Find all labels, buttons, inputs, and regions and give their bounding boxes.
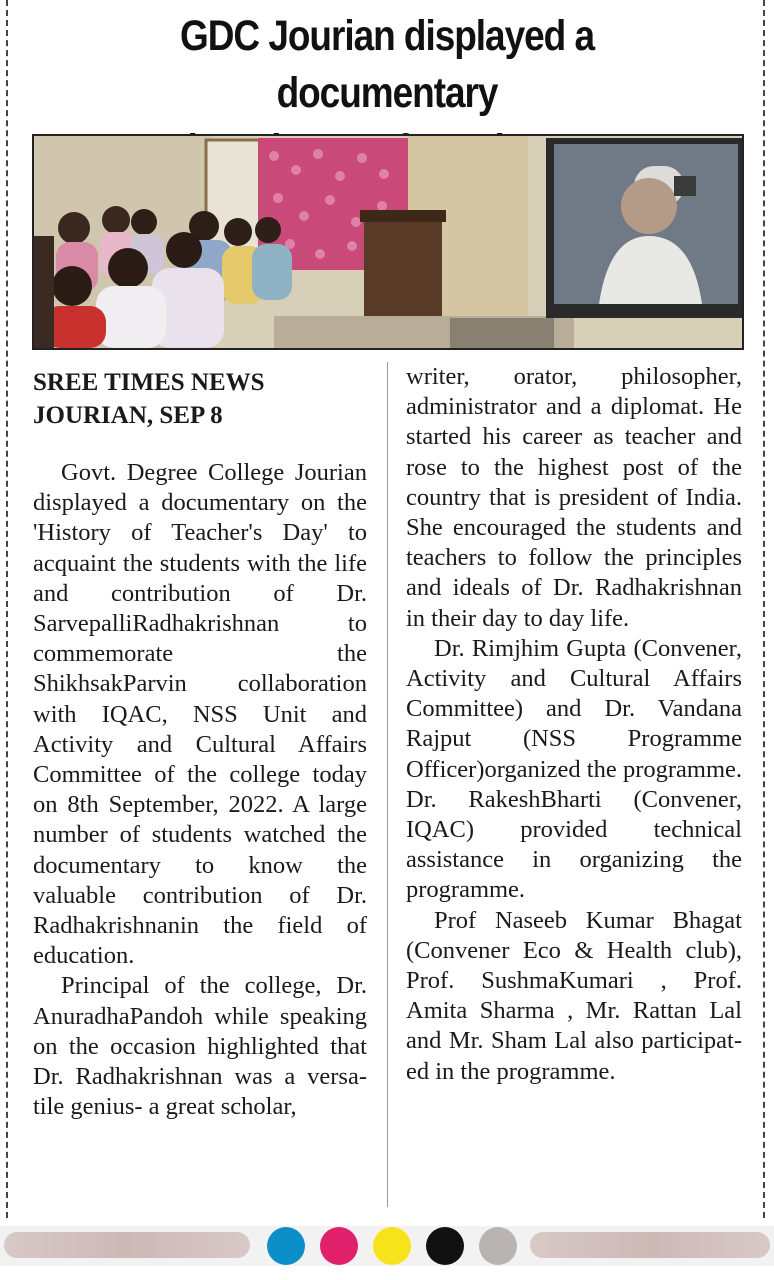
headline-line-1: GDC Jourian displayed a documentary: [180, 12, 594, 117]
article-paragraph-2-continued: writer, orator, philosopher, administrator and a diplomat. He started his career as teacher and rose to the highest post of the country that is president of India. She encouraged the students and teachers to follow the principles and ideals of Dr. Radhakrishnan in their day to day life.: [406, 363, 742, 632]
article-paragraph-2: Principal of the college, Dr. AnuradhaPandoh while speaking on the occasion highlighted that Dr. Radhakrishnan was a versatile genius- a great scholar,: [33, 972, 367, 1121]
yellow-registration-dot: [373, 1227, 411, 1265]
left-dashed-border: [6, 0, 8, 1218]
article-paragraph-1: Govt. Degree College Jourian displayed a documentary on the 'History of Teacher's Day' to acquaint the students with the life and contribution of Dr. SarvepalliRadhakrishnan to commemorate the ShikhsakParvin collaboration with IQAC, NSS Unit and Activity and Cultural Affairs Committee of the college today on 8th September, 2022. A large number of students watched the documentary to know the valuable contribution of Dr. Radhakrishnanin the field of education.: [33, 459, 367, 970]
dateline-source: SREE TIMES NEWS: [33, 369, 265, 396]
black-registration-dot: [426, 1227, 464, 1265]
registration-bar-right: [530, 1232, 770, 1258]
magenta-registration-dot: [320, 1227, 358, 1265]
dateline-place-date: JOURIAN, SEP 8: [33, 402, 223, 429]
cyan-registration-dot: [267, 1227, 305, 1265]
dateline: [33, 366, 367, 432]
article-paragraph-4: Prof Naseeb Kumar Bhagat (Convener Eco & Health club), Prof. SushmaKumari , Prof. Amita Sharma , Mr. Rattan Lal and Mr. Sham Lal also participated in the programme.: [406, 906, 742, 1085]
column-divider: [387, 362, 388, 1207]
right-column: [406, 362, 742, 1087]
registration-bar-left: [4, 1232, 250, 1258]
left-column: [33, 362, 367, 1122]
grey-registration-dot: [479, 1227, 517, 1265]
article-paragraph-3: Dr. Rimjhim Gupta (Convener, Activity and Cultural Affairs Committee) and Dr. Vandana Rajput (NSS Programme Officer)organized the programme. Dr. RakeshBharti (Convener, IQAC) provided technical assistance in organizing the programme.: [406, 634, 742, 904]
right-dashed-border: [763, 0, 765, 1218]
news-photo: [32, 134, 744, 350]
